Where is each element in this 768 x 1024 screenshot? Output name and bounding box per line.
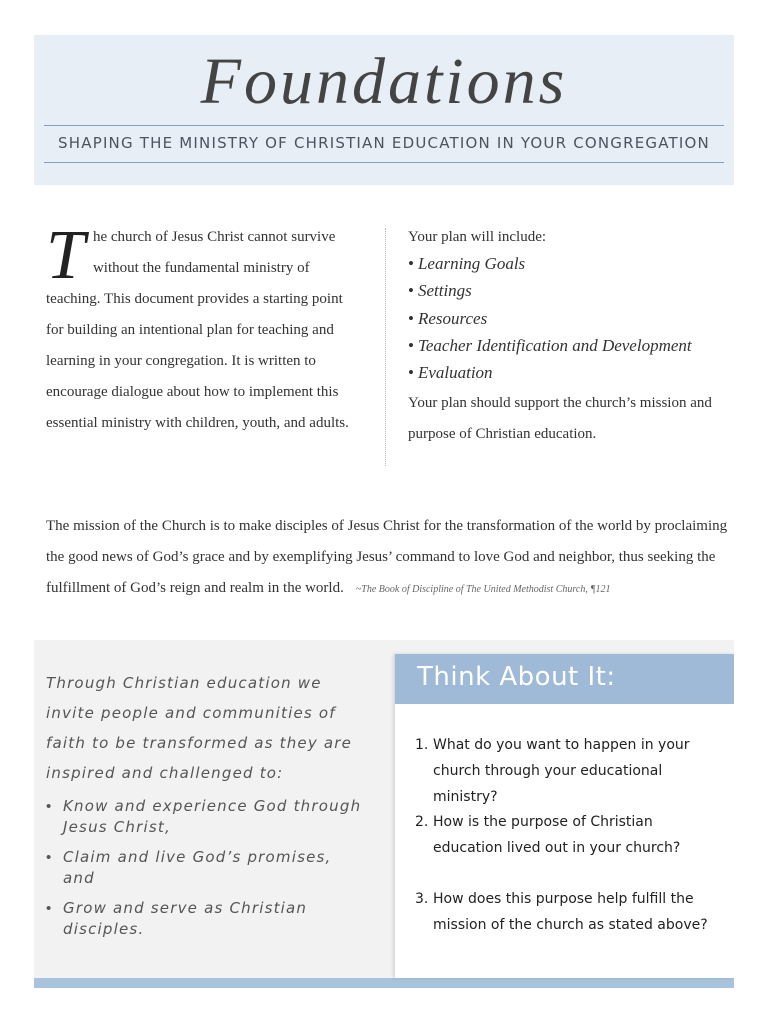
- bullet-icon: •: [46, 797, 53, 815]
- plan-support-text: Your plan should support the church’s mission and purpose of Christian education.: [408, 395, 712, 443]
- plan-item: [408, 359, 728, 386]
- bullet-icon: •: [46, 848, 53, 866]
- intro-paragraph: [46, 217, 356, 439]
- question-text: What do you want to happen in your church through your educational ministry?: [433, 737, 690, 805]
- question-item: [415, 809, 725, 861]
- invite-item: [46, 847, 366, 889]
- plan-item-label: Evaluation: [417, 363, 493, 383]
- plan-item: [408, 250, 728, 277]
- question-text: How is the purpose of Christian education lived out in your church?: [433, 814, 681, 856]
- invite-item: [46, 898, 366, 940]
- subtitle-rules: [44, 125, 724, 163]
- question-number: 2.: [415, 814, 429, 830]
- page-title: Foundations: [200, 45, 568, 118]
- invite-item-label: Grow and serve as Christian disciples.: [63, 899, 308, 938]
- bullet-icon: •: [408, 363, 414, 383]
- question-number: 3.: [415, 891, 429, 907]
- mission-citation: ~The Book of Discipline of The United Methodist Church, ¶121: [355, 584, 611, 595]
- drop-cap: T: [46, 217, 85, 294]
- plan-item: [408, 305, 728, 332]
- plan-item: [408, 277, 728, 304]
- bullet-icon: •: [408, 281, 414, 301]
- question-number: 1.: [415, 737, 429, 753]
- column-divider: [385, 228, 386, 466]
- bullet-icon: •: [408, 254, 414, 273]
- plan-item-label: Resources: [417, 308, 488, 328]
- bullet-icon: •: [408, 335, 414, 355]
- plan-lead: Your plan will include:: [408, 229, 547, 245]
- mission-paragraph: [46, 511, 736, 605]
- think-header: [395, 654, 734, 704]
- invite-lead: Through Christian education we invite people and communities of faith to be transformed as they are inspired and challenged to:: [46, 674, 353, 782]
- bottom-accent-bar: [34, 978, 734, 988]
- intro-text: he church of Jesus Christ cannot survive without the fundamental ministry of teaching. This document provides a starting point for building an intentional plan for teaching and learning in your congregation. It is written to encourage dialogue about how to implement this essential ministry with children, youth, and adults.: [46, 229, 349, 431]
- bullet-icon: •: [46, 899, 53, 917]
- invite-section: [46, 668, 366, 949]
- plan-item-label: Learning Goals: [417, 254, 526, 273]
- invite-list: [46, 796, 366, 940]
- mission-text: The mission of the Church is to make disciples of Jesus Christ for the transformation of the world by proclaiming the good news of God’s grace and by exemplifying Jesus’ command to love God and neighbor, thus seeking the fulfillment of God’s reign and realm in the world.: [46, 518, 728, 596]
- question-text: How does this purpose help fulfill the mission of the church as stated above?: [433, 891, 708, 933]
- question-item: [415, 886, 725, 938]
- invite-item-label: Claim and live God’s promises, and: [63, 848, 332, 887]
- page-subtitle: SHAPING THE MINISTRY OF CHRISTIAN EDUCATION IN YOUR CONGREGATION: [58, 134, 710, 152]
- plan-item-label: Teacher Identification and Development: [417, 335, 692, 355]
- header-banner: [34, 35, 734, 185]
- plan-item: [408, 332, 728, 359]
- invite-item: [46, 796, 366, 838]
- plan-list: [408, 250, 728, 386]
- invite-item-label: Know and experience God through Jesus Christ,: [63, 797, 362, 836]
- plan-section: [408, 226, 728, 450]
- think-title: Think About It:: [417, 662, 616, 692]
- bullet-icon: •: [408, 308, 414, 328]
- question-item: [415, 732, 725, 810]
- plan-item-label: Settings: [417, 281, 472, 301]
- think-about-it-box: [395, 654, 734, 978]
